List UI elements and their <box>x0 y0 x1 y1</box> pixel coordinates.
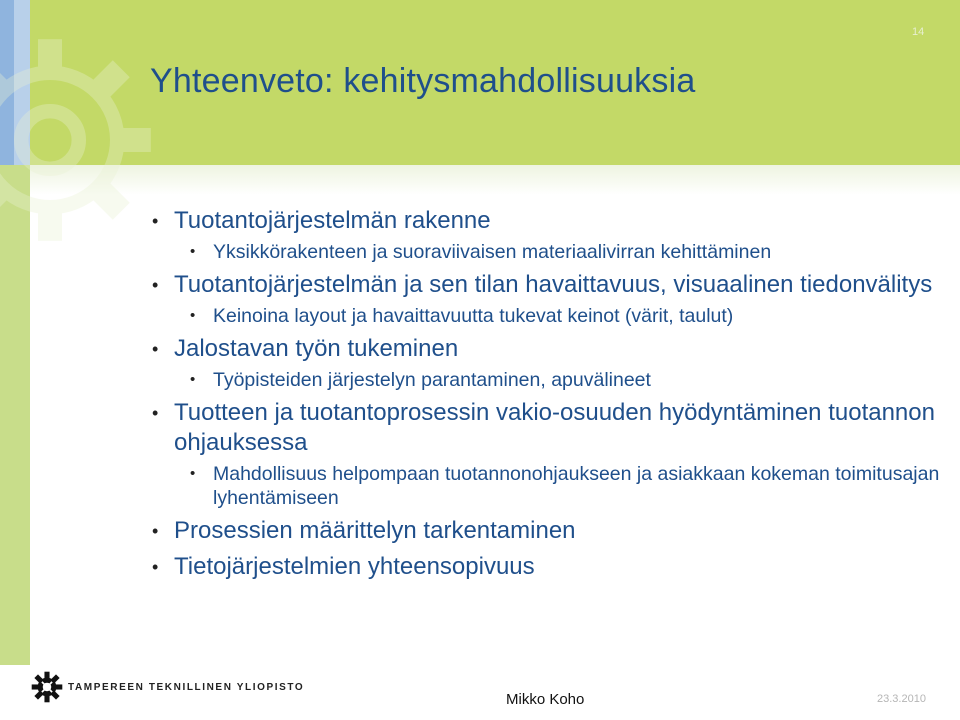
bullet-dot-icon: • <box>152 557 159 577</box>
bullet-dot-icon: • <box>152 275 159 295</box>
sub-bullet-text: Yksikkörakenteen ja suoraviivaisen materiaalivirran kehittäminen <box>213 241 772 263</box>
bullet-item <box>150 516 940 546</box>
bullet-dot-icon: • <box>190 307 196 324</box>
bullet-text: Tuotantojärjestelmän ja sen tilan havaittavuus, visuaalinen tiedonvälitys <box>174 271 933 298</box>
bullet-list <box>150 200 940 582</box>
bullet-dot-icon: • <box>190 243 196 260</box>
sub-bullet-item <box>150 240 940 264</box>
bullet-item <box>150 552 940 582</box>
bullet-text: Tuotteen ja tuotantoprosessin vakio-osuuden hyödyntäminen tuotannon ohjauksessa <box>174 399 935 456</box>
bullet-dot-icon: • <box>152 403 159 423</box>
sub-bullet-item <box>150 304 940 328</box>
sub-bullet-item <box>150 368 940 392</box>
slide-title: Yhteenveto: kehitysmahdollisuuksia <box>150 62 696 100</box>
bullet-text: Prosessien määrittelyn tarkentaminen <box>174 517 576 544</box>
bullet-dot-icon: • <box>152 339 159 359</box>
slide-number: 14 <box>912 26 925 38</box>
bullet-dot-icon: • <box>152 211 159 231</box>
university-logo-icon <box>30 670 64 704</box>
footer-author: Mikko Koho <box>506 691 585 708</box>
bullet-item <box>150 398 940 458</box>
bullet-item <box>150 334 940 364</box>
footer-date: 23.3.2010 <box>877 693 926 705</box>
sub-bullet-item <box>150 462 940 510</box>
sub-bullet-text: Työpisteiden järjestelyn parantaminen, apuvälineet <box>213 369 651 391</box>
bullet-item <box>150 206 940 236</box>
footer-organization: TAMPEREEN TEKNILLINEN YLIOPISTO <box>68 682 305 693</box>
bullet-dot-icon: • <box>152 521 159 541</box>
bullet-dot-icon: • <box>190 465 196 482</box>
sub-bullet-text: Keinoina layout ja havaittavuutta tukevat keinot (värit, taulut) <box>213 305 734 327</box>
gear-watermark-icon <box>0 20 170 260</box>
bullet-dot-icon: • <box>190 371 196 388</box>
bullet-text: Tietojärjestelmien yhteensopivuus <box>174 553 535 580</box>
bullet-text: Tuotantojärjestelmän rakenne <box>174 207 491 234</box>
sub-bullet-text: Mahdollisuus helpompaan tuotannonohjaukseen ja asiakkaan kokeman toimitusajan lyhentämiseen <box>213 463 940 509</box>
bullet-text: Jalostavan työn tukeminen <box>174 335 459 362</box>
bullet-item <box>150 270 940 300</box>
